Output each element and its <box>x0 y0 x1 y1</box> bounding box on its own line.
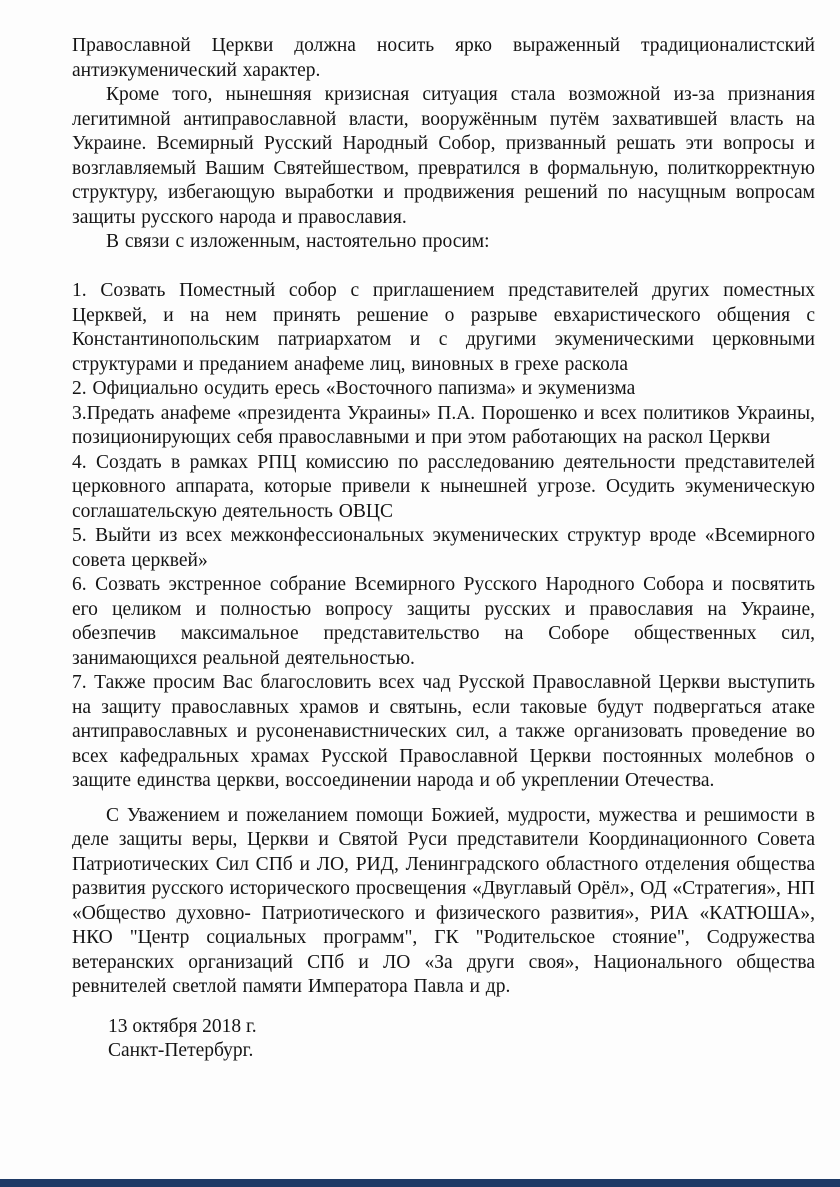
date-line: 13 октября 2018 г. <box>108 1015 257 1037</box>
list-item-6: 6. Созвать экстренное собрание Всемирного Русского Народного Собора и посвятить его целиком и полностью вопросу защиты русских и православия на Украине, обезпечив максимальное представительство на Соборе общественных сил, занимающихся реальной деятельностью. <box>72 574 815 669</box>
list-item-1: 1. Созвать Поместный собор с приглашением представителей других поместных Церквей, и на нем принять решение о разрыве евхаристического общения с Константинопольским патриархатом и с другими экуменическими церковными структурами и преданием анафеме лиц, виновных в грехе раскола <box>72 280 815 375</box>
list-item-4: 4. Создать в рамках РПЦ комиссию по расследованию деятельности представителей церковного аппарата, которые привели к нынешней угрозе. Осудить экуменическую соглашательскую деятельность ОВЦС <box>72 451 815 522</box>
paragraph-crisis: Кроме того, нынешняя кризисная ситуация стала возможной из-за признания легитимной антиправославной власти, вооружённым путём захватившей власть на Украине. Всемирный Русский Народный Собор, призванный решать эти вопросы и возглавляемый Вашим Святейшеством, превратился в формальную, политкорректную структуру, избегающую выработки и продвижения решений по насущным вопросам защиты русского народа и православия. <box>72 84 815 228</box>
paragraph-signatures: С Уважением и пожеланием помощи Божией, мудрости, мужества и решимости в деле защиты веры, Церкви и Святой Руси представители Координационного Совета Патриотических Сил СПб и ЛО, РИД, Ленинградского областного отделения общества развития русского исторического просвещения «Двуглавый Орёл», ОД «Стратегия», НП «Общество духовно- Патриотического и физического развития», РИА «КАТЮША», НКО "Центр социальных программ", ГК "Родительское стояние", Содружества ветеранских организаций СПб и ЛО «За други своя», Национального общества ревнителей светлой памяти Императора Павла и др. <box>72 804 815 997</box>
document-text <box>72 34 815 1000</box>
page-bottom-bar <box>0 1179 840 1187</box>
list-item-3: 3.Предать анафеме «президента Украины» П.А. Порошенко и всех политиков Украины, позиционирующих себя православными и при этом работающих на раскол Церкви <box>72 402 815 448</box>
paragraph-continuation: Православной Церкви должна носить ярко выраженный традиционалистский антиэкуменический характер. <box>72 35 815 81</box>
paragraph-request-intro: В связи с изложенным, настоятельно просим: <box>106 231 490 252</box>
list-item-5: 5. Выйти из всех межконфессиональных экуменических структур вроде «Всемирного совета церквей» <box>72 525 815 571</box>
city-line: Санкт-Петербург. <box>108 1040 254 1061</box>
list-item-7: 7. Также просим Вас благословить всех чад Русской Православной Церкви выступить на защиту православных храмов и святынь, если таковые будут подвергаться атаке антиправославных и русоненавистнических сил, а также организовать проведение во всех кафедральных храмах Русской Православной Церкви постоянных молебнов о защите единства церкви, воссоединении народа и об укреплении Отечества. <box>72 672 815 791</box>
date-block <box>72 1015 815 1064</box>
list-item-2: 2. Официально осудить ересь «Восточного папизма» и экуменизма <box>72 378 636 399</box>
